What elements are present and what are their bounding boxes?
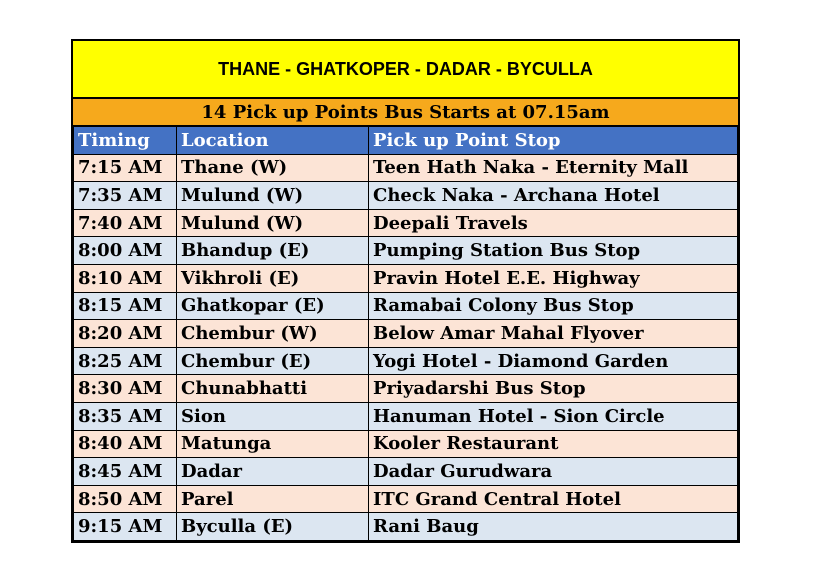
cell-timing: 8:10 AM bbox=[74, 264, 177, 292]
column-header-stop: Pick up Point Stop bbox=[369, 127, 738, 155]
cell-location: Bhandup (E) bbox=[177, 237, 369, 265]
cell-location: Matunga bbox=[177, 430, 369, 458]
cell-location: Chunabhatti bbox=[177, 375, 369, 403]
cell-stop: Ramabai Colony Bus Stop bbox=[369, 292, 738, 320]
table-row bbox=[74, 375, 738, 403]
cell-location: Mulund (W) bbox=[177, 182, 369, 210]
table-row bbox=[74, 292, 738, 320]
pickup-table bbox=[73, 126, 738, 541]
cell-timing: 8:15 AM bbox=[74, 292, 177, 320]
route-subtitle: 14 Pick up Points Bus Starts at 07.15am bbox=[73, 99, 738, 126]
cell-location: Chembur (W) bbox=[177, 320, 369, 348]
cell-stop: Yogi Hotel - Diamond Garden bbox=[369, 347, 738, 375]
column-header-location: Location bbox=[177, 127, 369, 155]
cell-timing: 8:30 AM bbox=[74, 375, 177, 403]
table-row bbox=[74, 264, 738, 292]
cell-location: Vikhroli (E) bbox=[177, 264, 369, 292]
cell-timing: 7:35 AM bbox=[74, 182, 177, 210]
cell-stop: ITC Grand Central Hotel bbox=[369, 485, 738, 513]
cell-location: Sion bbox=[177, 402, 369, 430]
cell-location: Chembur (E) bbox=[177, 347, 369, 375]
table-header-row bbox=[74, 127, 738, 155]
cell-stop: Rani Baug bbox=[369, 513, 738, 541]
cell-timing: 8:40 AM bbox=[74, 430, 177, 458]
cell-stop: Check Naka - Archana Hotel bbox=[369, 182, 738, 210]
table-row bbox=[74, 182, 738, 210]
cell-stop: Kooler Restaurant bbox=[369, 430, 738, 458]
cell-timing: 8:35 AM bbox=[74, 402, 177, 430]
cell-timing: 7:15 AM bbox=[74, 154, 177, 182]
table-row bbox=[74, 485, 738, 513]
cell-timing: 8:25 AM bbox=[74, 347, 177, 375]
cell-location: Byculla (E) bbox=[177, 513, 369, 541]
table-row bbox=[74, 347, 738, 375]
cell-stop: Priyadarshi Bus Stop bbox=[369, 375, 738, 403]
cell-timing: 9:15 AM bbox=[74, 513, 177, 541]
cell-location: Thane (W) bbox=[177, 154, 369, 182]
cell-stop: Teen Hath Naka - Eternity Mall bbox=[369, 154, 738, 182]
table-row bbox=[74, 458, 738, 486]
table-row bbox=[74, 402, 738, 430]
table-row bbox=[74, 430, 738, 458]
route-title: THANE - GHATKOPER - DADAR - BYCULLA bbox=[73, 41, 738, 99]
pickup-schedule-sheet bbox=[71, 39, 740, 543]
cell-location: Mulund (W) bbox=[177, 209, 369, 237]
column-header-timing: Timing bbox=[74, 127, 177, 155]
cell-timing: 8:00 AM bbox=[74, 237, 177, 265]
table-row bbox=[74, 154, 738, 182]
cell-location: Dadar bbox=[177, 458, 369, 486]
table-row bbox=[74, 209, 738, 237]
table-row bbox=[74, 320, 738, 348]
cell-timing: 7:40 AM bbox=[74, 209, 177, 237]
table-row bbox=[74, 513, 738, 541]
cell-stop: Hanuman Hotel - Sion Circle bbox=[369, 402, 738, 430]
cell-stop: Below Amar Mahal Flyover bbox=[369, 320, 738, 348]
cell-timing: 8:20 AM bbox=[74, 320, 177, 348]
cell-stop: Dadar Gurudwara bbox=[369, 458, 738, 486]
cell-stop: Pravin Hotel E.E. Highway bbox=[369, 264, 738, 292]
cell-location: Ghatkopar (E) bbox=[177, 292, 369, 320]
cell-timing: 8:45 AM bbox=[74, 458, 177, 486]
cell-timing: 8:50 AM bbox=[74, 485, 177, 513]
cell-location: Parel bbox=[177, 485, 369, 513]
cell-stop: Deepali Travels bbox=[369, 209, 738, 237]
cell-stop: Pumping Station Bus Stop bbox=[369, 237, 738, 265]
table-row bbox=[74, 237, 738, 265]
